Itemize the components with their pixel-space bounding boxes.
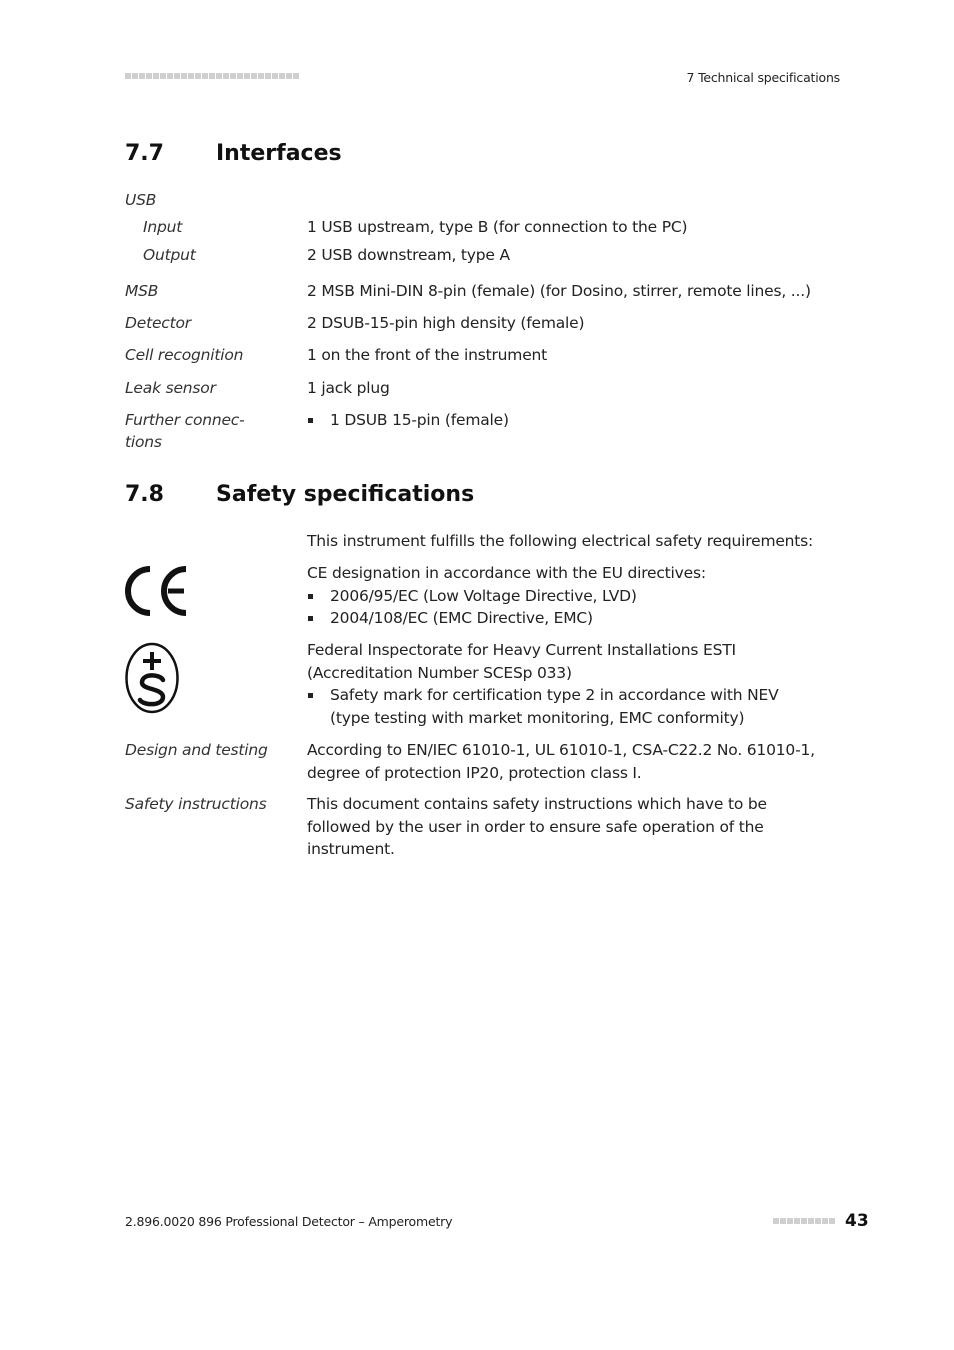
safety-instructions-label: Safety instructions (125, 795, 267, 813)
list-item: 2006/95/EC (Low Voltage Directive, LVD) (307, 585, 817, 608)
esti-text: Federal Inspectorate for Heavy Current Installations ESTI (Accreditation Number SCESp 033) (307, 641, 736, 682)
chapter-header: 7 Technical specifications (686, 70, 840, 85)
list-item: Safety mark for certification type 2 in accordance with NEV (type testing with market monitoring, EMC conformity) (307, 684, 817, 729)
cell-recognition-value: 1 on the front of the instrument (307, 346, 548, 364)
msb-label: MSB (125, 282, 159, 300)
detector-value: 2 DSUB-15-pin high density (female) (307, 314, 585, 332)
ce-block (307, 562, 817, 630)
leak-sensor-value: 1 jack plug (307, 379, 390, 397)
input-value: 1 USB upstream, type B (for connection to the PC) (307, 218, 688, 236)
leak-sensor-label: Leak sensor (125, 379, 216, 397)
usb-label: USB (125, 191, 157, 209)
page-number: 43 (845, 1211, 869, 1231)
section-title: Safety specifications (216, 482, 475, 507)
list-item: 1 DSUB 15-pin (female) (307, 409, 817, 432)
safety-intro: This instrument fulfills the following electrical safety requirements: (307, 532, 814, 550)
ce-text: CE designation in accordance with the EU directives: (307, 564, 706, 582)
section-number: 7.7 (125, 141, 164, 166)
esti-block (307, 639, 817, 729)
section-number: 7.8 (125, 482, 164, 507)
ce-mark-icon (124, 565, 190, 617)
list-item: 2004/108/EC (EMC Directive, EMC) (307, 607, 817, 630)
further-connections-value (307, 409, 817, 432)
section-heading-safety (125, 482, 474, 507)
design-testing-label: Design and testing (125, 741, 268, 759)
section-heading-interfaces (125, 141, 342, 166)
output-label: Output (143, 246, 196, 264)
footer-decoration (773, 1218, 835, 1224)
detector-label: Detector (125, 314, 191, 332)
safety-instructions-value: This document contains safety instructions which have to be followed by the user in order to ensure safe operation of the instrument. (307, 795, 767, 858)
design-testing-value: According to EN/IEC 61010-1, UL 61010-1, CSA-C22.2 No. 61010-1, degree of protection IP20, protection class I. (307, 741, 815, 782)
input-label: Input (143, 218, 183, 236)
footer-document-title: 2.896.0020 896 Professional Detector – Amperometry (125, 1214, 453, 1229)
esti-safety-mark-icon (124, 642, 180, 714)
section-title: Interfaces (216, 141, 342, 166)
header-decoration (125, 73, 299, 79)
further-label-line-1: Further connec- (125, 411, 245, 429)
output-value: 2 USB downstream, type A (307, 246, 510, 264)
further-connections-label (125, 409, 245, 453)
cell-recognition-label: Cell recognition (125, 346, 244, 364)
further-label-line-2: tions (125, 433, 162, 451)
msb-value: 2 MSB Mini-DIN 8-pin (female) (for Dosino, stirrer, remote lines, ...) (307, 282, 811, 300)
